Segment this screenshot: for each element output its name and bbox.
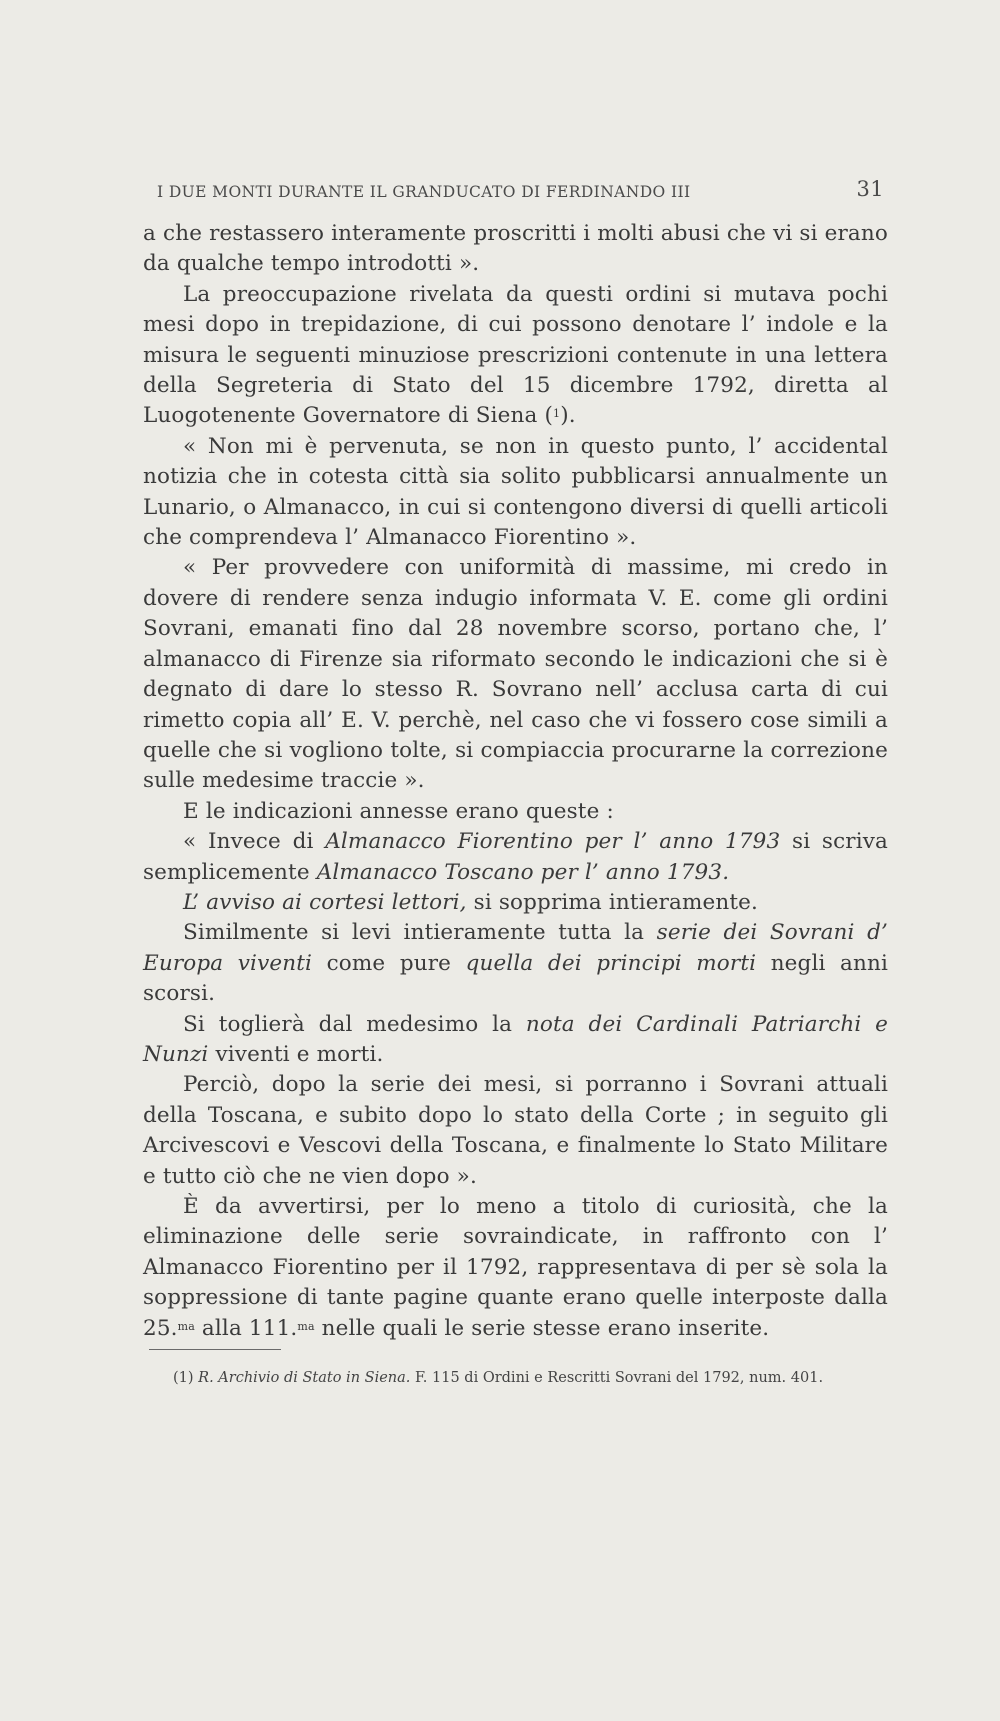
paragraph-3: « Non mi è pervenuta, se non in questo punto, l’ accidental notizia che in cotesta città sia solito pubblicarsi annualmente un Lunario, o Almanacco, in cui si contengono diversi di quelli articoli che comprendeva l’ Almanacco Fiorentino ». [143,433,888,551]
p11-superscript-1: ma [177,1319,195,1333]
page-number: 31 [856,177,884,201]
p9-text-b: viventi e morti. [215,1041,384,1067]
footnote-ref: 1 [553,407,561,421]
paragraph-2-end: ). [560,403,576,429]
p8-italic-a: serie dei Sovrani d’ Europa viventi [143,920,889,976]
p8-text-b: come pure [326,950,452,976]
p6-italic-title-a: Almanacco Fiorentino per l’ anno 1793 [325,829,781,855]
running-title: I DUE MONTI DURANTE IL GRANDUCATO DI FERDINANDO III [157,183,691,201]
paragraph-5: E le indicazioni annesse erano queste : [183,798,614,824]
p11-text-b: alla 111. [194,1315,298,1341]
footnote-marker: (1) [173,1370,194,1386]
p7-text: si sopprima intieramente. [473,889,759,915]
p8-italic-b: quella dei principi morti [465,950,757,976]
p9-italic: nota dei Cardinali Patriarchi e Nunzi [143,1011,889,1067]
p11-superscript-2: ma [297,1319,315,1333]
p9-text-a: Si toglierà dal medesimo la [183,1011,513,1037]
footnote-source: R. Archivio di Stato in Siena. [198,1370,411,1386]
p8-text-c: negli anni scorsi. [143,950,889,1007]
paragraph-7 [143,888,888,918]
paragraph-2 [143,280,888,432]
footnote-divider [149,1349,281,1350]
paragraph-11 [143,1192,888,1344]
p8-text-a: Similmente si levi intieramente tutta la [183,920,645,946]
body-text [143,219,888,1344]
paragraph-2-text: La preoccupazione rivelata da questi ordini si mutava pochi mesi dopo in trepidazione, di cui possono denotare l’ indole e la misura le seguenti minuziose prescrizioni contenute in una lettera della Segreteria di Stato del 15 dicembre 1792, diretta al Luogotenente Governatore di Siena ( [143,281,888,429]
paragraph-4: « Per provvedere con uniformità di massime, mi credo in dovere di rendere senza indugio informata V. E. come gli ordini Sovrani, emanati fino dal 28 novembre scorso, portano che, l’ almanacco di Firenze sia riformato secondo le indicazioni che si è degnato di dare lo stesso R. Sovrano nell’ acclusa carta di cui rimetto copia all’ E. V. perchè, nel caso che vi fossero cose simili a quelle che si vogliono tolte, si compiaccia procurarne la correzione sulle medesime traccie ». [143,555,888,794]
p11-text-c: nelle quali le serie stesse erano inserite. [314,1315,770,1341]
paragraph-9 [143,1010,888,1071]
footnote [143,1367,888,1390]
footnote-text: F. 115 di Ordini e Rescritti Sovrani del 1792, num. 401. [415,1370,824,1386]
paragraph-8 [143,918,888,1009]
p6-text-b: si scriva semplicemente [143,829,889,885]
p7-italic: L’ avviso ai cortesi lettori, [183,889,467,915]
paragraph-6 [143,827,888,888]
paragraph-10: Perciò, dopo la serie dei mesi, si porranno i Sovrani attuali della Toscana, e subito dopo lo stato della Corte ; in seguito gli Arcivescovi e Vescovi della Toscana, e finalmente lo Stato Militare e tutto ciò che ne vien dopo ». [143,1072,888,1189]
paragraph-1: a che restassero interamente proscritti i molti abusi che vi si erano da qualche tempo introdotti ». [143,221,888,277]
p6-italic-title-b: Almanacco Toscano per l’ anno 1793. [316,859,730,885]
p6-text-a: « Invece di [183,829,314,855]
p11-text-a: È da avvertirsi, per lo meno a titolo di curiosità, che la eliminazione delle serie sovraindicate, in raffronto con l’ Almanacco Fiorentino per il 1792, rappresentava di per sè sola la soppressione di tante pagine quante erano quelle interposte dalla 25. [143,1194,888,1341]
